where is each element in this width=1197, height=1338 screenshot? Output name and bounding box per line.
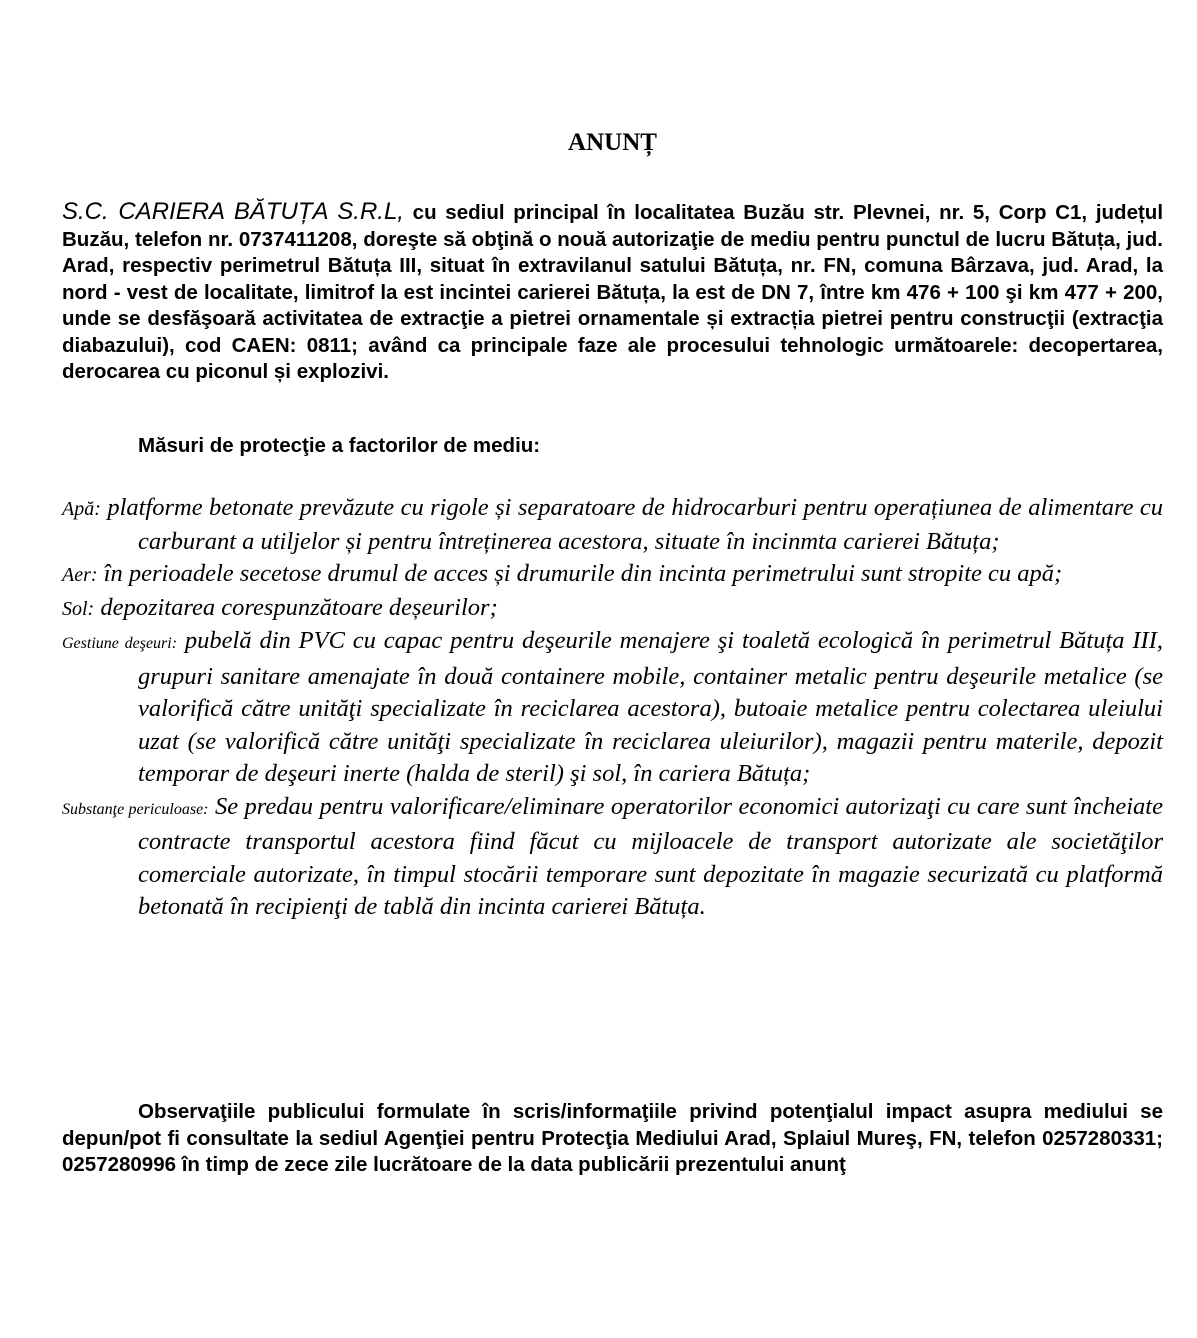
- measures-heading: Măsuri de protecţie a factorilor de mediu:: [138, 434, 541, 457]
- measure-water: [62, 492, 1163, 558]
- public-note-paragraph: Observaţiile publicului formulate în scris/informaţiile privind potenţialul impact asupra mediului se depun/pot fi consultate la sediul Agenţiei pentru Protecţia Mediului Arad, Splaiul Mureş, FN, telefon 0257280331; 0257280996 în timp de zece zile lucrătoare de la data publicării prezentului anunţ: [62, 1100, 1163, 1176]
- measure-air: [62, 558, 1163, 592]
- measure-label: Sol:: [62, 597, 95, 620]
- measure-soil: [62, 592, 1163, 626]
- measure-label: Substanţe periculoase:: [62, 800, 209, 818]
- measure-label: Gestiune deşeuri:: [62, 635, 178, 652]
- measure-text: depozitarea corespunzătoare deșeurilor;: [94, 593, 498, 621]
- intro-paragraph: [62, 199, 1163, 386]
- measure-label: Aer:: [62, 564, 98, 586]
- intro-text: cu sediul principal în localitatea Buzău str. Plevnei, nr. 5, Corp C1, județul Buzău, telefon nr. 0737411208, doreşte să obţină o nouă autorizaţie de mediu pentru punctul de lucru Bătuța, jud. Arad, respectiv perimetrul Bătuța III, situat în extravilanul satului Bătuța, nr. FN, comuna Bârzava, jud. Arad, la nord - vest de localitate, limitrof la est incintei carierei Bătuța, la est de DN 7, între km 476 + 100 şi km 477 + 200, unde se desfăşoară activitatea de extracţie a pietrei ornamentale și extracția pietrei pentru construcţii (extracţia diabazului), cod CAEN: 0811; având ca principale faze ale procesului tehnologic următoarele: decopertarea, derocarea cu piconul și explozivi.: [62, 201, 1164, 383]
- measure-text: platforme betonate prevăzute cu rigole și separatoare de hidrocarburi pentru operațiunea de alimentare cu carburant a utiljelor și pentru întreținerea acestora, situate în incinmta carierei Bătuța;: [100, 494, 1163, 555]
- measures-list: [62, 492, 1163, 924]
- measure-text: în perioadele secetose drumul de acces și drumurile din incinta perimetrului sunt stropite cu apă;: [97, 560, 1063, 587]
- measure-text: Se predau pentru valorificare/eliminare operatorilor economici autorizaţi cu care sunt încheiate contracte transportul acestora fiind făcut cu mijloacele de transport autorizate ale societăţilor comerciale autorizate, în timpul stocării temporare sunt depozitate în magazie securizată cu platformă betonată în recipienţi de tablă din incinta carierei Bătuța.: [138, 792, 1163, 920]
- page-title: ANUNȚ: [568, 129, 657, 156]
- measure-hazardous-substances: [62, 791, 1163, 924]
- company-name: S.C. CARIERA BĂTUȚA S.R.L,: [62, 198, 404, 225]
- measure-waste-management: [62, 625, 1163, 791]
- measure-label: Apă:: [62, 498, 101, 520]
- measure-text: pubelă din PVC cu capac pentru deşeurile menajere şi toaletă ecologică în perimetrul Bătuța III, grupuri sanitare amenajate în două containere mobile, container metalic pentru deşeurile metalice (se valorifică către unităţi specializate în reciclarea acestora), butoaie metalice pentru colectarea uleiului uzat (se valorifică către unităţi specializate în reciclarea uleiurilor), magazii pentru materile, depozit temporar de deşeuri inerte (halda de steril) şi sol, în cariera Bătuța;: [138, 627, 1163, 787]
